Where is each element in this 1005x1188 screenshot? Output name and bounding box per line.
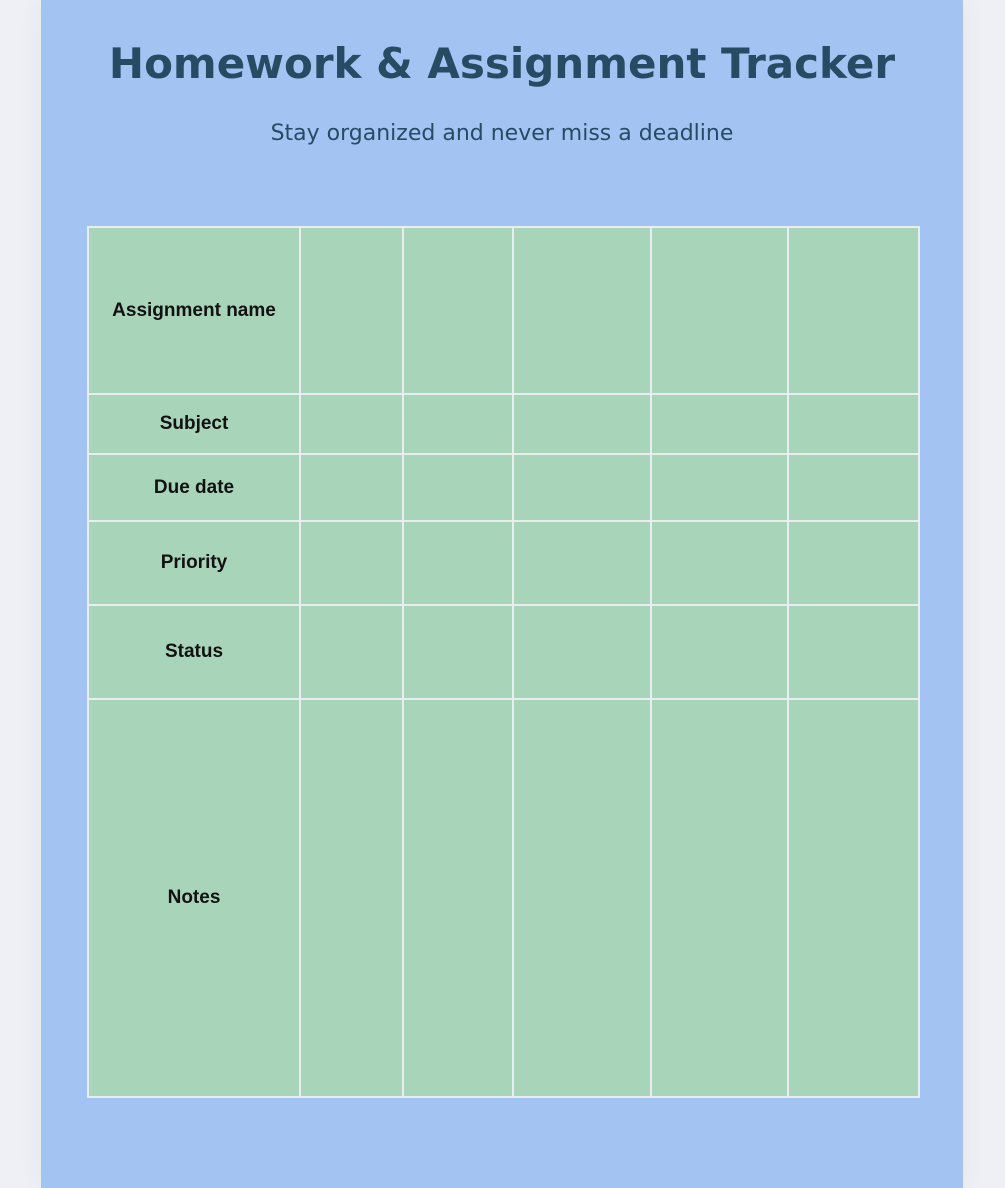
- page-title: Homework & Assignment Tracker: [108, 39, 896, 88]
- table-cell[interactable]: [788, 394, 919, 454]
- table-cell[interactable]: [651, 454, 788, 521]
- row-label-notes: Notes: [88, 699, 300, 1097]
- table-cell[interactable]: [651, 521, 788, 605]
- table-cell[interactable]: [513, 521, 651, 605]
- table-row-due-date: [88, 454, 919, 521]
- table-cell[interactable]: [513, 227, 651, 394]
- table-cell[interactable]: [300, 605, 403, 699]
- page-subtitle: Stay organized and never miss a deadline: [270, 121, 734, 146]
- row-label-due-date: Due date: [88, 454, 300, 521]
- table-cell[interactable]: [788, 699, 919, 1097]
- table-cell[interactable]: [513, 699, 651, 1097]
- table-cell[interactable]: [403, 699, 513, 1097]
- table-cell[interactable]: [403, 454, 513, 521]
- table-cell[interactable]: [513, 605, 651, 699]
- table-row-priority: [88, 521, 919, 605]
- table-cell[interactable]: [788, 454, 919, 521]
- table-row-subject: [88, 394, 919, 454]
- table-cell[interactable]: [788, 227, 919, 394]
- row-label-subject: Subject: [88, 394, 300, 454]
- table-cell[interactable]: [403, 394, 513, 454]
- table-cell[interactable]: [651, 227, 788, 394]
- table-row-notes: [88, 699, 919, 1097]
- table-cell[interactable]: [300, 394, 403, 454]
- table-cell[interactable]: [300, 227, 403, 394]
- tracker-page: [41, 0, 963, 1188]
- table-cell[interactable]: [403, 521, 513, 605]
- table-cell[interactable]: [651, 394, 788, 454]
- table-cell[interactable]: [300, 699, 403, 1097]
- table-cell[interactable]: [651, 605, 788, 699]
- row-label-assignment-name: Assignment name: [88, 227, 300, 394]
- table-cell[interactable]: [403, 605, 513, 699]
- table-cell[interactable]: [788, 521, 919, 605]
- table-cell[interactable]: [300, 521, 403, 605]
- row-label-priority: Priority: [88, 521, 300, 605]
- table-cell[interactable]: [300, 454, 403, 521]
- table-cell[interactable]: [651, 699, 788, 1097]
- table-cell[interactable]: [788, 605, 919, 699]
- table-row-status: [88, 605, 919, 699]
- row-label-status: Status: [88, 605, 300, 699]
- table-cell[interactable]: [513, 394, 651, 454]
- table-row-assignment-name: [88, 227, 919, 394]
- table-cell[interactable]: [513, 454, 651, 521]
- table-cell[interactable]: [403, 227, 513, 394]
- tracker-table: [87, 226, 920, 1098]
